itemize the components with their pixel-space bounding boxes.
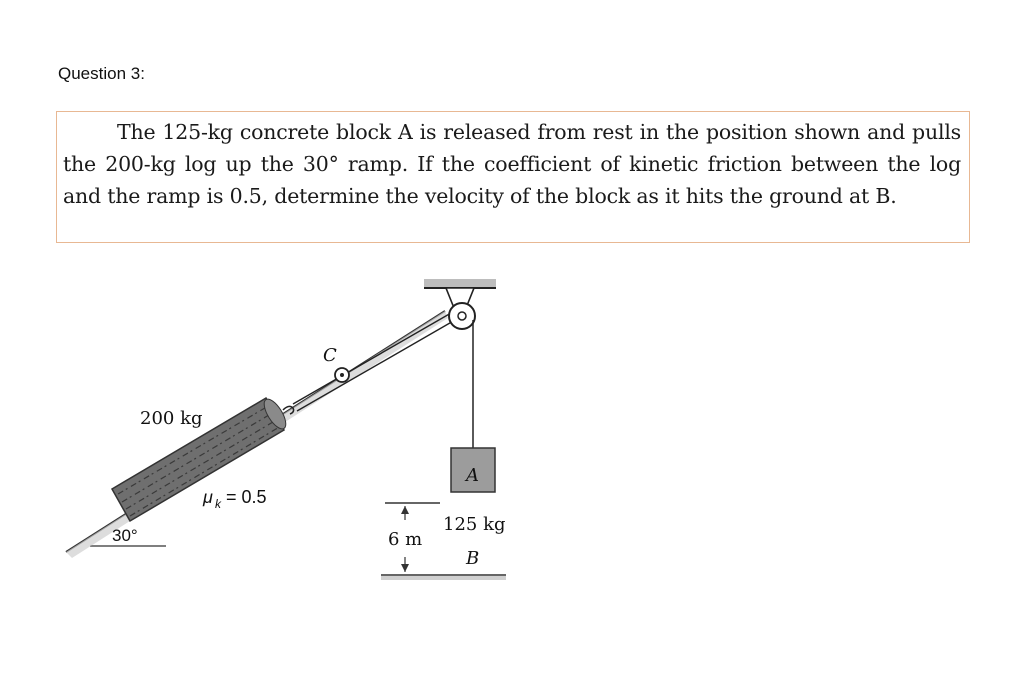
height-label: 6 m (388, 529, 423, 550)
ground-b-hatch (381, 576, 506, 580)
angle-label: 30° (112, 526, 138, 545)
ceiling-hatch (424, 279, 496, 288)
question-heading: Question 3: (58, 64, 145, 83)
friction-subscript: k (215, 497, 221, 511)
friction-symbol: μ (203, 487, 213, 507)
block-a-label: A (466, 465, 479, 486)
pulley-c-label: C (323, 345, 337, 366)
log-mass-label: 200 kg (140, 408, 203, 429)
problem-statement-text: The 125-kg concrete block A is released from rest in the position shown and pulls the 200-kg log up the 30° ramp. If the coefficient of kinetic friction between the log and the ramp is 0.5, determine the velocity of the block as it hits the ground at B. (63, 120, 961, 208)
ground-b-label: B (466, 548, 480, 569)
block-mass-label: 125 kg (443, 514, 506, 535)
friction-label: = 0.5 (226, 487, 267, 507)
